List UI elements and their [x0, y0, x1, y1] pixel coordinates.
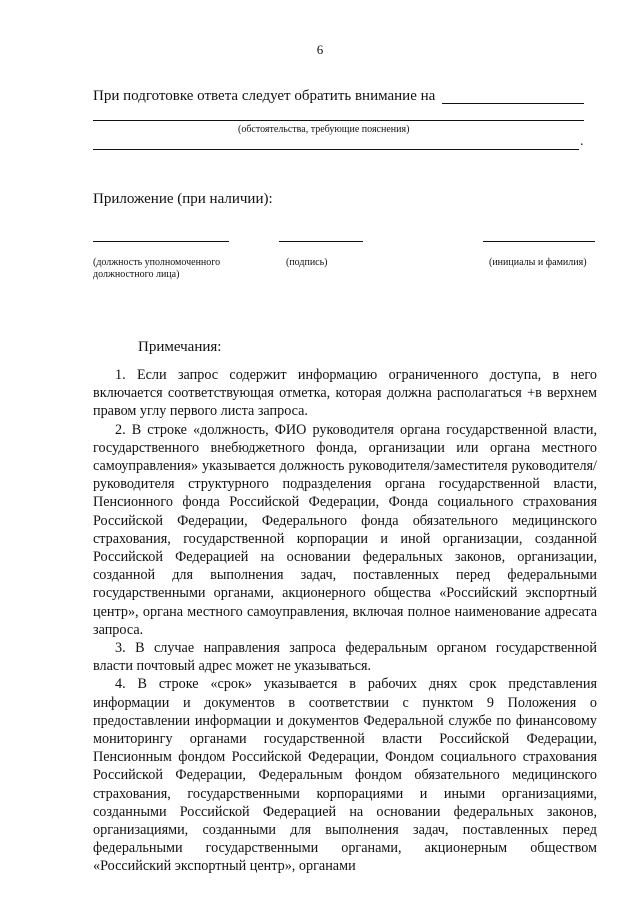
attention-label: При подготовке ответа следует обратить внимание на [93, 88, 436, 104]
note-4: 4. В строке «срок» указывается в рабочих днях срок представления информации и документов в соответствии с пунктом 9 Положения о предоставлении информации и документов Федеральной службе по финансовому мониторингу органами государственной власти Российской Федерации, Пенсионным фондом Российской Федерации, Фондом социального страхования Российской Федерации, Федеральным фондом обязательного медицинского страхования, государственными корпорациями и иными организациями, созданными Российской Федерацией на основании федеральных законов, организациями, созданными для выполнения задач, поставленных перед федеральными государственными органами, акционерным обществом «Российский экспортный центр», органами [93, 676, 597, 875]
notes-heading: Примечания: [138, 339, 222, 355]
position-blank-line [93, 241, 229, 242]
attachment-label: Приложение (при наличии): [93, 191, 273, 207]
attention-blank-line [442, 103, 584, 104]
circumstances-blank-line [93, 120, 584, 121]
name-blank-line [483, 241, 595, 242]
signature-caption: (подпись) [286, 257, 328, 268]
circumstances-caption: (обстоятельства, требующие пояснения) [238, 124, 410, 135]
note-3: 3. В случае направления запроса федеральным органом государственной власти почтовый адрес может не указываться. [93, 640, 597, 675]
name-caption: (инициалы и фамилия) [489, 257, 587, 268]
signature-blank-line [279, 241, 363, 242]
note-1: 1. Если запрос содержит информацию ограниченного доступа, в него включается соответствующая отметка, которая должна располагаться +в верхнем правом углу первого листа запроса. [93, 367, 597, 420]
page-number: 6 [316, 42, 324, 57]
line-end-period: . [580, 134, 584, 149]
note-2: 2. В строке «должность, ФИО руководителя органа государственной власти, государственного внебюджетного фонда, организации или органа местного самоуправления» указывается должность руководителя/заместителя руководителя/руководителя структурного подразделения органа государственной власти, Пенсионного фонда Российской Федерации, Фонда социального страхования Российской Федерации, Федерального фонда обязательного медицинского страхования, государственной корпорации и иной организации, созданной Российской Федерацией на основании федеральных законов, организации, созданной для выполнения задач, поставленных перед федеральными государственными органами, акционерного общества «Российский экспортный центр», органа местного самоуправления, включая полное наименование адресата запроса. [93, 421, 597, 638]
position-caption: (должность уполномоченного должностного лица) [93, 257, 221, 280]
notes-list [93, 366, 597, 876]
circumstances-blank-line-2 [93, 149, 579, 150]
